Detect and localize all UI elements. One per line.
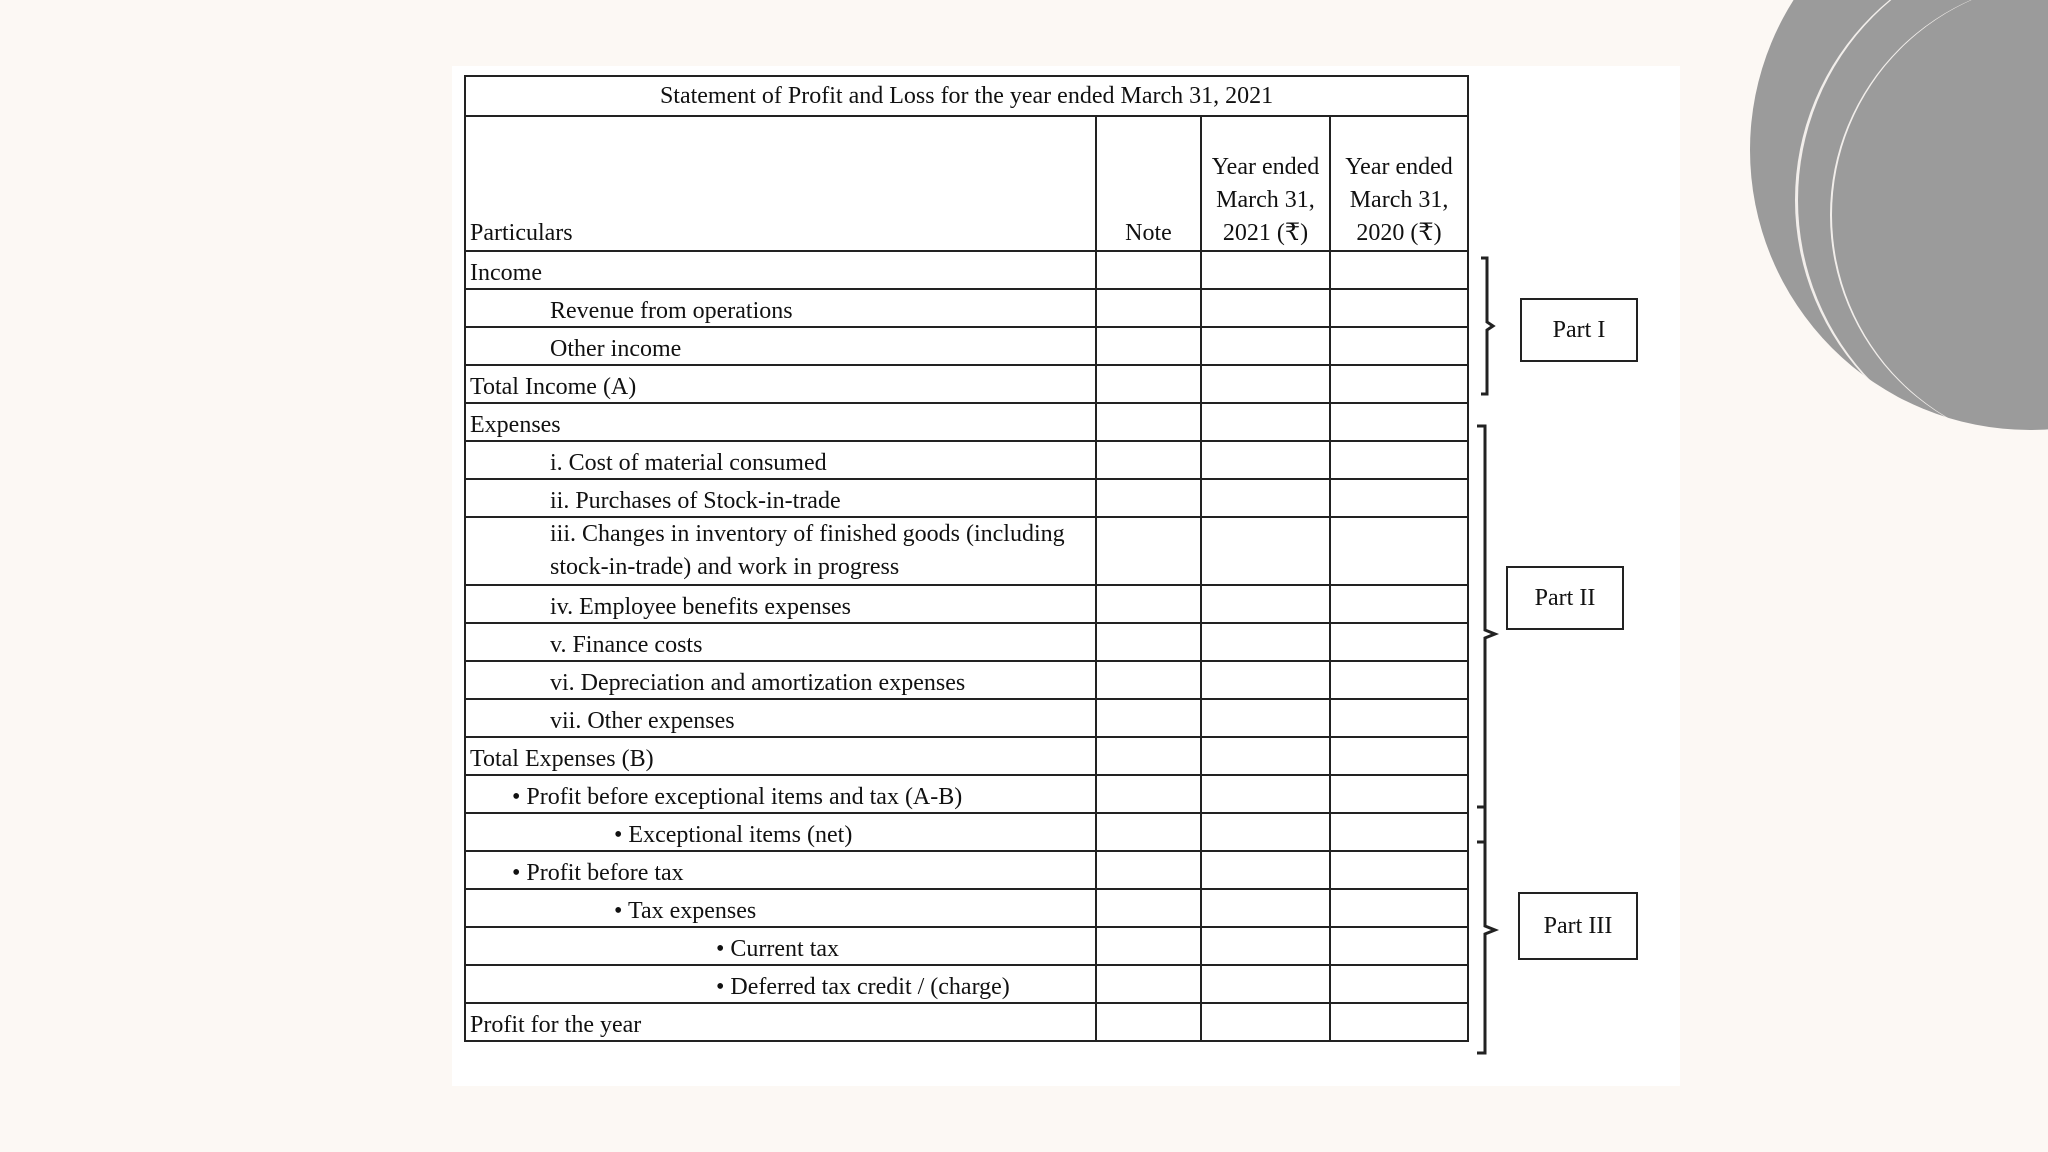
note-header: Note — [1096, 116, 1201, 251]
note-cell — [1096, 699, 1201, 737]
part-three-label: Part III — [1518, 892, 1638, 960]
value-cell-2021 — [1201, 623, 1330, 661]
year-2021-header: Year ended March 31, 2021 (₹) — [1201, 116, 1330, 251]
table-row — [465, 737, 1468, 775]
value-cell-2021 — [1201, 927, 1330, 965]
note-cell — [1096, 927, 1201, 965]
table-row — [465, 327, 1468, 365]
value-cell-2021 — [1201, 813, 1330, 851]
table-row — [465, 289, 1468, 327]
value-cell-2020 — [1330, 251, 1468, 289]
row-label: Income — [465, 251, 1096, 289]
value-cell-2021 — [1201, 479, 1330, 517]
note-cell — [1096, 327, 1201, 365]
row-label: i. Cost of material consumed — [465, 441, 1096, 479]
note-cell — [1096, 661, 1201, 699]
value-cell-2020 — [1330, 927, 1468, 965]
row-label: • Exceptional items (net) — [465, 813, 1096, 851]
table-row — [465, 403, 1468, 441]
value-cell-2020 — [1330, 851, 1468, 889]
value-cell-2021 — [1201, 661, 1330, 699]
value-cell-2020 — [1330, 965, 1468, 1003]
table-row — [465, 441, 1468, 479]
note-cell — [1096, 479, 1201, 517]
value-cell-2021 — [1201, 965, 1330, 1003]
note-cell — [1096, 251, 1201, 289]
note-cell — [1096, 889, 1201, 927]
row-label: iii. Changes in inventory of finished goods (including stock-in-trade) and work in progress — [465, 517, 1096, 585]
value-cell-2021 — [1201, 737, 1330, 775]
part-one-label: Part I — [1520, 298, 1638, 362]
part-two-brace — [1473, 424, 1509, 844]
value-cell-2020 — [1330, 441, 1468, 479]
value-cell-2021 — [1201, 251, 1330, 289]
statement-sheet — [452, 66, 1680, 1086]
table-row — [465, 479, 1468, 517]
note-cell — [1096, 1003, 1201, 1041]
value-cell-2020 — [1330, 775, 1468, 813]
table-row — [465, 851, 1468, 889]
table-row — [465, 517, 1468, 585]
row-label: v. Finance costs — [465, 623, 1096, 661]
value-cell-2021 — [1201, 889, 1330, 927]
row-label: vi. Depreciation and amortization expenses — [465, 661, 1096, 699]
value-cell-2021 — [1201, 585, 1330, 623]
table-row — [465, 623, 1468, 661]
value-cell-2021 — [1201, 1003, 1330, 1041]
part-two-label: Part II — [1506, 566, 1624, 630]
note-cell — [1096, 965, 1201, 1003]
value-cell-2020 — [1330, 699, 1468, 737]
table-row — [465, 965, 1468, 1003]
table-row — [465, 775, 1468, 813]
part-three-brace — [1473, 805, 1509, 1055]
table-row — [465, 927, 1468, 965]
value-cell-2021 — [1201, 365, 1330, 403]
row-label: iv. Employee benefits expenses — [465, 585, 1096, 623]
table-row — [465, 1003, 1468, 1041]
value-cell-2020 — [1330, 737, 1468, 775]
value-cell-2021 — [1201, 851, 1330, 889]
table-row — [465, 365, 1468, 403]
row-label: • Profit before tax — [465, 851, 1096, 889]
part-one-brace — [1477, 256, 1507, 396]
table-row — [465, 661, 1468, 699]
table-row — [465, 699, 1468, 737]
row-label: • Current tax — [465, 927, 1096, 965]
note-cell — [1096, 441, 1201, 479]
value-cell-2021 — [1201, 327, 1330, 365]
value-cell-2021 — [1201, 441, 1330, 479]
value-cell-2020 — [1330, 517, 1468, 585]
value-cell-2020 — [1330, 327, 1468, 365]
row-label: ii. Purchases of Stock-in-trade — [465, 479, 1096, 517]
value-cell-2020 — [1330, 661, 1468, 699]
value-cell-2021 — [1201, 517, 1330, 585]
row-label: • Profit before exceptional items and tax (A-B) — [465, 775, 1096, 813]
note-cell — [1096, 851, 1201, 889]
row-label: • Deferred tax credit / (charge) — [465, 965, 1096, 1003]
note-cell — [1096, 623, 1201, 661]
note-cell — [1096, 813, 1201, 851]
value-cell-2020 — [1330, 623, 1468, 661]
statement-title: Statement of Profit and Loss for the year ended March 31, 2021 — [465, 76, 1468, 116]
row-label: • Tax expenses — [465, 889, 1096, 927]
value-cell-2021 — [1201, 289, 1330, 327]
row-label: Revenue from operations — [465, 289, 1096, 327]
note-cell — [1096, 403, 1201, 441]
value-cell-2021 — [1201, 699, 1330, 737]
note-cell — [1096, 737, 1201, 775]
year-2020-header: Year ended March 31, 2020 (₹) — [1330, 116, 1468, 251]
note-cell — [1096, 365, 1201, 403]
row-label: Other income — [465, 327, 1096, 365]
row-label: Expenses — [465, 403, 1096, 441]
note-cell — [1096, 517, 1201, 585]
particulars-header: Particulars — [465, 116, 1096, 251]
row-label: Total Income (A) — [465, 365, 1096, 403]
value-cell-2020 — [1330, 813, 1468, 851]
value-cell-2020 — [1330, 889, 1468, 927]
table-row — [465, 813, 1468, 851]
value-cell-2020 — [1330, 1003, 1468, 1041]
note-cell — [1096, 289, 1201, 327]
table-row — [465, 889, 1468, 927]
value-cell-2021 — [1201, 775, 1330, 813]
value-cell-2020 — [1330, 403, 1468, 441]
table-row — [465, 585, 1468, 623]
note-cell — [1096, 775, 1201, 813]
row-label: Profit for the year — [465, 1003, 1096, 1041]
row-label: Total Expenses (B) — [465, 737, 1096, 775]
value-cell-2020 — [1330, 289, 1468, 327]
value-cell-2020 — [1330, 479, 1468, 517]
note-cell — [1096, 585, 1201, 623]
value-cell-2020 — [1330, 365, 1468, 403]
profit-loss-table — [464, 75, 1469, 1042]
row-label: vii. Other expenses — [465, 699, 1096, 737]
value-cell-2020 — [1330, 585, 1468, 623]
value-cell-2021 — [1201, 403, 1330, 441]
table-row — [465, 251, 1468, 289]
